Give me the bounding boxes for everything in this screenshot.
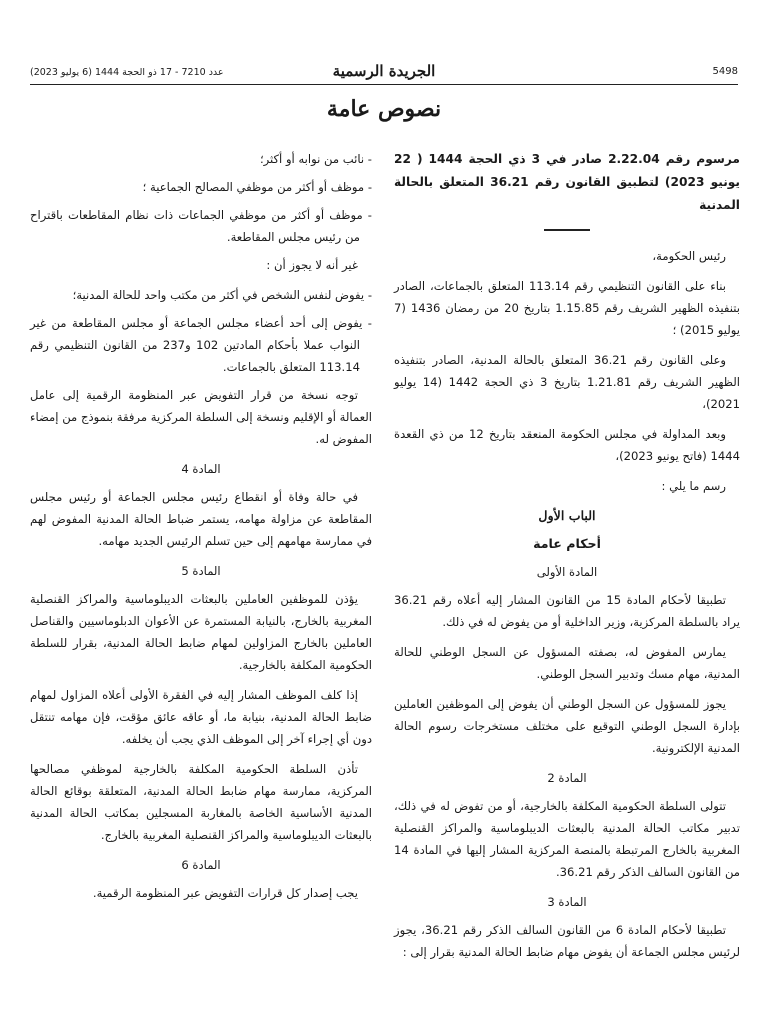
paragraph: تتولى السلطة الحكومية المكلفة بالخارجية، أو من تفوض له في ذلك، تدبير مكاتب الحالة المدنية بالبعثات الديبلوماسية والمراكز القنصلية المغربية بالخارج المرتبطة بالمنصة المركزية المشار إليها في المادة 14 من القانون السالف الذكر رقم 36.21. <box>394 798 740 879</box>
paragraph: غير أنه لا يجوز أن : <box>266 258 358 272</box>
list-item: - موظف أو أكثر من موظفي الجماعات ذات نظام المقاطعات باقتراح من رئيس مجلس المقاطعة. <box>30 208 372 244</box>
paragraph: في حالة وفاة أو انقطاع رئيس مجلس الجماعة أو رئيس مجلس المقاطعة عن مزاولة مهامه، يستمر ضباط الحالة المدنية المفوض لهم في ممارسة مهامهم إلى حين تسلم الرئيس الجديد مهامه. <box>30 490 372 548</box>
journal-title: الجريدة الرسمية <box>332 62 436 80</box>
paragraph: إذا كلف الموظف المشار إليه في الفقرة الأولى أعلاه المزاول لمهام ضابط الحالة المدنية، بنيابة ما، أو عاقه عائق مؤقت، فإن مهامه تنتقل دون أي إجراء آخر إلى الموظف الذي يجب أن يخلفه. <box>30 688 372 746</box>
paragraph: بناء على القانون التنظيمي رقم 113.14 المتعلق بالجماعات، الصادر بتنفيذه الظهير الشريف رقم 1.15.85 بتاريخ 20 من رمضان 1436 (7 يوليو 2015) ؛ <box>394 278 740 337</box>
paragraph: يمارس المفوض له، بصفته المسؤول عن السجل الوطني للحالة المدنية، مهام مسك وتدبير السجل الوطني. <box>394 644 740 681</box>
decreed-line: رسم ما يلي : <box>661 478 726 493</box>
chapter-title: أحكام عامة <box>533 535 601 551</box>
article-title: المادة 2 <box>547 770 587 785</box>
article-title: المادة 6 <box>181 858 221 872</box>
paragraph: تطبيقا لأحكام المادة 6 من القانون السالف الذكر رقم 36.21، يجوز لرئيس مجلس الجماعة أن يفوض مهام ضابط الحالة المدنية بقرار إلى : <box>394 922 740 959</box>
decree-title: مرسوم رقم 2.22.04 صادر في 3 ذي الحجة 1444 ( 22 يونيو 2023) لتطبيق القانون رقم 36.21 المتعلق بالحالة المدنية <box>394 152 740 212</box>
article-title: المادة 3 <box>547 894 587 909</box>
paragraph: تأذن السلطة الحكومية المكلفة بالخارجية لموظفي مصالحها المركزية، ممارسة مهام ضابط الحالة المدنية، المتعلقة بوقائع الحالة المدنية الأساسية الخاصة بالمغاربة المسجلين بمكاتب الحالة المدنية بالبعثات الديبلوماسية والمراكز القنصلية المغربية بالخارج. <box>30 762 372 842</box>
right-column <box>394 148 740 971</box>
section-title: نصوص عامة <box>326 96 442 122</box>
article-title: المادة 4 <box>181 462 221 476</box>
opening: رئيس الحكومة، <box>652 248 726 263</box>
paragraph: وعلى القانون رقم 36.21 المتعلق بالحالة المدنية، الصادر بتنفيذه الظهير الشريف رقم 1.21.81 بتاريخ 3 ذي الحجة 1442 (14 يوليو 2021)، <box>394 352 740 411</box>
paragraph: يجب إصدار كل قرارات التفويض عبر المنظومة الرقمية. <box>92 886 358 900</box>
paragraph: تطبيقا لأحكام المادة 15 من القانون المشار إليه أعلاه رقم 36.21 يراد بالسلطة المركزية، وزير الداخلية أو من يفوض له في ذلك. <box>394 592 740 629</box>
paragraph: توجه نسخة من قرار التفويض عبر المنظومة الرقمية إلى عامل العمالة أو الإقليم ونسخة إلى السلطة المركزية مرفقة بنموذج من إمضاء المفوض له. <box>30 388 372 446</box>
list-item: - يفوض لنفس الشخص في أكثر من مكتب واحد للحالة المدنية؛ <box>72 288 372 302</box>
paragraph: يؤذن للموظفين العاملين بالبعثات الديبلوماسية والمراكز القنصلية المغربية بالخارج، بالنيابة المستمرة عن الأعوان الدبلوماسيين والقناصل العاملين بالخارج المزاولين لمهام ضابط الحالة المدنية، بقرار للسلطة الحكومية المكلفة بالخارجية. <box>30 592 372 672</box>
article-title: المادة الأولى <box>536 564 598 579</box>
list-item: - نائب من نوابه أو أكثر؛ <box>259 152 372 166</box>
page-number: 5498 <box>712 66 738 77</box>
title-divider <box>544 229 590 231</box>
paragraph: يجوز للمسؤول عن السجل الوطني أن يفوض إلى الموظفين العاملين بإدارة السجل الوطني التوقيع على مختلف مستخرجات رسوم الحالة المدنية الإلكترونية. <box>394 696 740 755</box>
book-title: الباب الأول <box>538 507 596 523</box>
paragraph: وبعد المداولة في مجلس الحكومة المنعقد بتاريخ 12 من ذي القعدة 1444 (فاتح يونيو 2023)، <box>394 426 740 463</box>
page-header <box>30 62 738 85</box>
left-column <box>30 148 372 912</box>
issue-info: عدد 7210 - 17 ذو الحجة 1444 (6 يوليو 2023) <box>30 67 224 78</box>
list-item: - يفوض إلى أحد أعضاء مجلس الجماعة أو مجلس المقاطعة من غير النواب عملا بأحكام المادتين 102 و237 من القانون التنظيمي رقم 113.14 المتعلق بالجماعات. <box>30 316 372 374</box>
article-title: المادة 5 <box>181 564 221 578</box>
list-item: - موظف أو أكثر من موظفي المصالح الجماعية ؛ <box>142 180 372 194</box>
